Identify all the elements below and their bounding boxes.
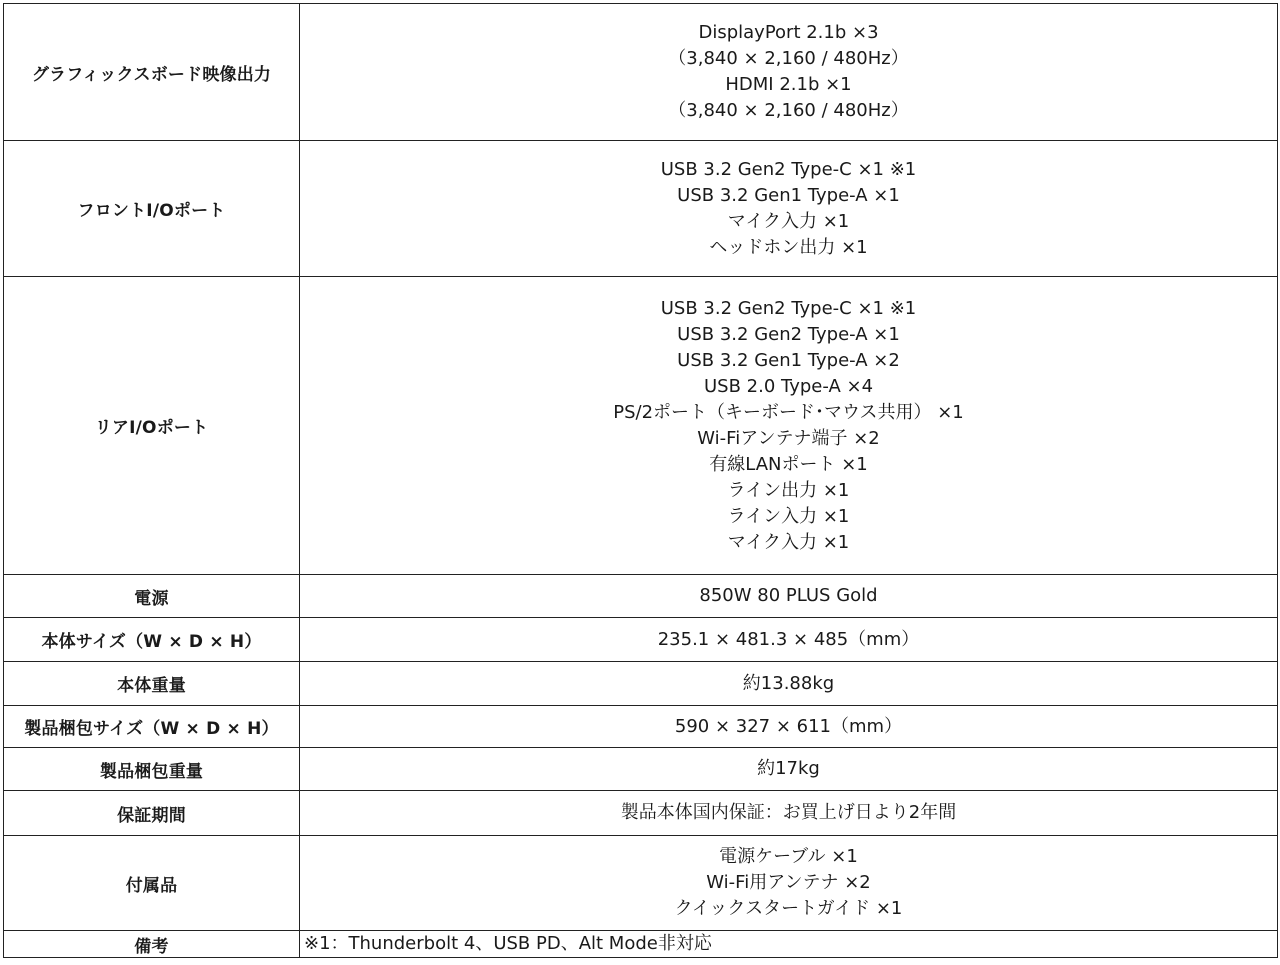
value-line: ヘッドホン出力 ×1 [709,236,868,258]
value-line: マイク入力 ×1 [727,210,850,232]
row-label: 本体サイズ（W × D × H） [4,618,300,662]
value-line: ライン出力 ×1 [727,479,850,501]
row-value [300,575,1278,618]
row-label: リアI/Oポート [4,277,300,575]
value-line: 約17kg [757,758,820,779]
value-line: HDMI 2.1b ×1 [725,74,852,95]
row-value [300,748,1278,791]
value-line: Wi-Fi用アンテナ ×2 [706,872,871,893]
row-label: 本体重量 [4,662,300,706]
value-line: 有線LANポート ×1 [709,453,868,475]
row-value [300,706,1278,748]
value-line: 590 × 327 × 611（mm） [674,715,903,737]
value-line: 約13.88kg [742,672,835,694]
value-line: （3,840 × 2,160 / 480Hz） [668,48,909,69]
row-value [300,141,1278,277]
table-row-front-io [4,141,1278,277]
table-row-body-size [4,618,1278,662]
value-line: USB 3.2 Gen1 Type-A ×1 [677,184,900,206]
value-line: ※1：Thunderbolt 4、USB PD、Alt Mode非対応 [304,933,712,954]
table-row-warranty [4,791,1278,836]
value-line: （3,840 × 2,160 / 480Hz） [668,100,909,121]
table-row-notes [4,931,1278,958]
value-line: クイックスタートガイド ×1 [674,898,903,919]
value-line: Wi-Fiアンテナ端子 ×2 [697,427,880,449]
value-line: DisplayPort 2.1b ×3 [698,22,879,43]
table-row-rear-io [4,277,1278,575]
row-value [300,836,1278,931]
row-label: 製品梱包サイズ（W × D × H） [4,706,300,748]
spec-table [3,3,1278,958]
value-line: マイク入力 ×1 [727,531,850,553]
row-value [300,931,1278,958]
value-line: USB 3.2 Gen2 Type-A ×1 [677,323,900,345]
row-label: グラフィックスボード映像出力 [4,4,300,141]
table-row-video-output [4,4,1278,141]
row-value [300,662,1278,706]
value-line: USB 3.2 Gen2 Type-C ×1 ※1 [660,297,917,319]
value-line: 製品本体国内保証：お買上げ日より2年間 [620,802,957,823]
value-line: USB 2.0 Type-A ×4 [703,375,874,397]
row-value [300,791,1278,836]
row-label: 製品梱包重量 [4,748,300,791]
row-label: フロントI/Oポート [4,141,300,277]
value-line: USB 3.2 Gen1 Type-A ×2 [677,349,900,371]
table-row-power [4,575,1278,618]
table-row-package-size [4,706,1278,748]
value-line: USB 3.2 Gen2 Type-C ×1 ※1 [660,158,917,180]
table-row-package-weight [4,748,1278,791]
value-line: 電源ケーブル ×1 [719,846,858,867]
row-label: 電源 [4,575,300,618]
row-label: 付属品 [4,836,300,931]
table-row-accessories [4,836,1278,931]
value-line: PS/2ポート（キーボード･マウス共用） ×1 [613,401,964,423]
row-value [300,618,1278,662]
value-line: 850W 80 PLUS Gold [699,585,878,606]
row-label: 備考 [4,931,300,958]
row-value [300,4,1278,141]
row-label: 保証期間 [4,791,300,836]
value-line: ライン入力 ×1 [727,505,850,527]
row-value [300,277,1278,575]
value-line: 235.1 × 481.3 × 485（mm） [657,628,920,650]
table-row-body-weight [4,662,1278,706]
